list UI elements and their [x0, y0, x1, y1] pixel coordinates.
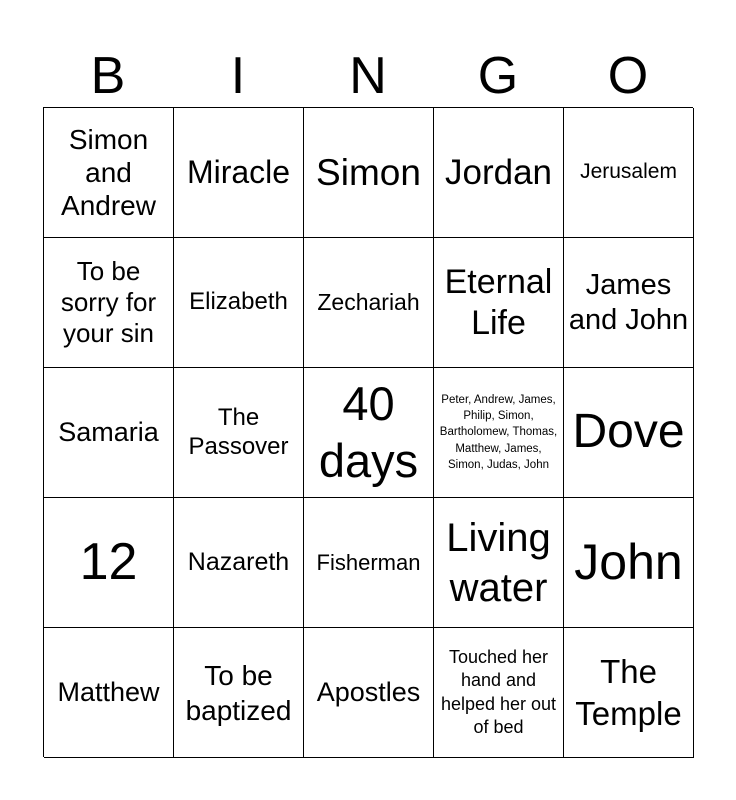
- bingo-cell[interactable]: Touched her hand and helped her out of bed: [434, 628, 564, 758]
- bingo-cell[interactable]: Dove: [564, 368, 694, 498]
- bingo-cell[interactable]: Nazareth: [174, 498, 304, 628]
- bingo-cell[interactable]: Apostles: [304, 628, 434, 758]
- header-letter-b: B: [90, 47, 126, 105]
- bingo-cell[interactable]: Peter, Andrew, James, Philip, Simon, Bartholomew, Thomas, Matthew, James, Simon, Judas, John: [434, 368, 564, 498]
- bingo-cell[interactable]: To be sorry for your sin: [44, 238, 174, 368]
- bingo-cell[interactable]: John: [564, 498, 694, 628]
- header-letter-g: G: [477, 47, 519, 105]
- bingo-cell[interactable]: Jerusalem: [564, 108, 694, 238]
- bingo-cell[interactable]: Living water: [434, 498, 564, 628]
- bingo-cell[interactable]: Zechariah: [304, 238, 434, 368]
- bingo-cell[interactable]: The Passover: [174, 368, 304, 498]
- bingo-cell[interactable]: Jordan: [434, 108, 564, 238]
- header-letter-n: N: [349, 47, 387, 105]
- bingo-cell[interactable]: James and John: [564, 238, 694, 368]
- bingo-cell[interactable]: Simon: [304, 108, 434, 238]
- bingo-cell[interactable]: Fisherman: [304, 498, 434, 628]
- bingo-board: [43, 107, 693, 757]
- bingo-cell[interactable]: Eternal Life: [434, 238, 564, 368]
- bingo-cell[interactable]: Matthew: [44, 628, 174, 758]
- header-letter-o: O: [607, 47, 649, 105]
- bingo-header: [43, 44, 693, 108]
- bingo-cell[interactable]: To be baptized: [174, 628, 304, 758]
- bingo-cell[interactable]: 12: [44, 498, 174, 628]
- header-letter-i: I: [230, 47, 246, 105]
- bingo-cell[interactable]: Miracle: [174, 108, 304, 238]
- bingo-cell[interactable]: Elizabeth: [174, 238, 304, 368]
- bingo-cell[interactable]: The Temple: [564, 628, 694, 758]
- bingo-cell[interactable]: Simon and Andrew: [44, 108, 174, 238]
- bingo-cell[interactable]: Samaria: [44, 368, 174, 498]
- bingo-cell[interactable]: 40 days: [304, 368, 434, 498]
